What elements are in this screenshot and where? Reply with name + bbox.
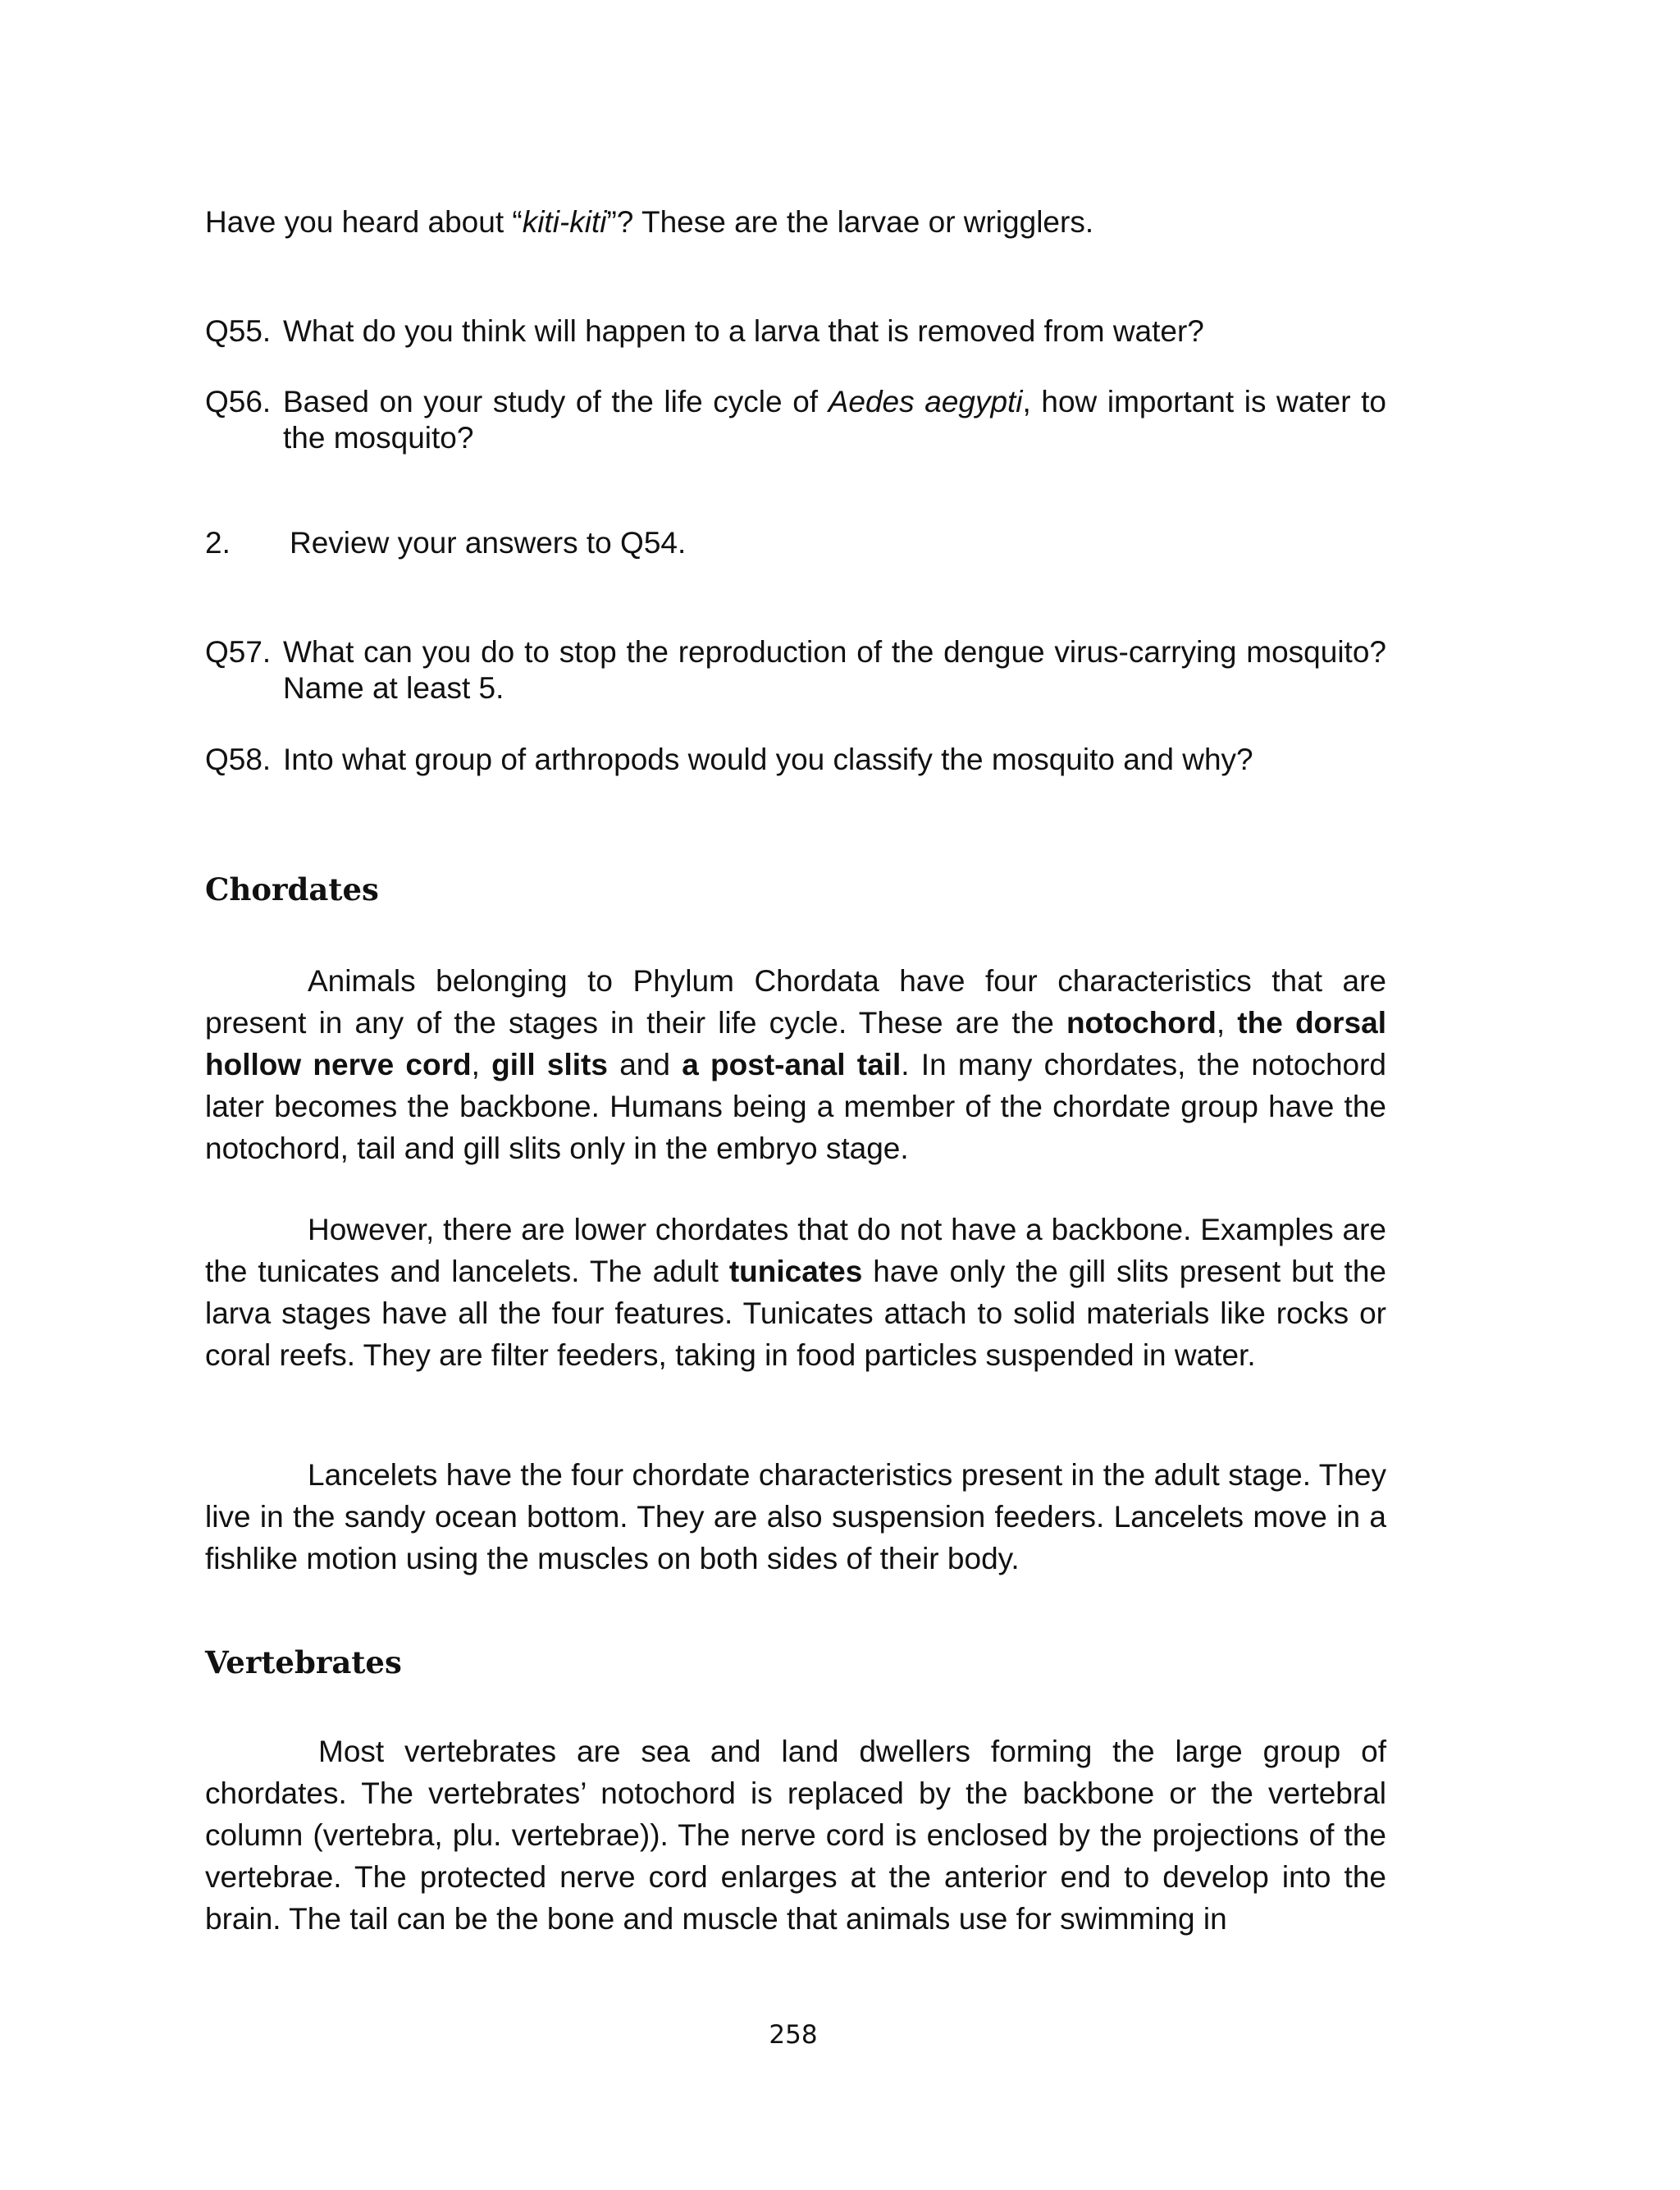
chordates-paragraph-3: Lancelets have the four chordate characteristics present in the adult stage. They live in the sandy ocean bottom. They are also suspension feeders. Lancelets move in a fishlike motion using the muscles on both sides of their body.: [205, 1458, 1386, 1575]
q56-text-start: Based on your study of the life cycle of: [283, 385, 829, 418]
chordates-heading: Chordates: [205, 871, 379, 908]
chordates-paragraph-1: [205, 960, 1386, 1169]
term-dorsal-nerve-cord: the dorsal hollow nerve cord: [205, 1006, 1386, 1081]
q55-text: What do you think will happen to a larva that is removed from water?: [283, 314, 1204, 348]
intro-text-end: ”? These are the larvae or wrigglers.: [606, 205, 1094, 239]
chordates-p1-text-5: . In many chordates, the notochord later becomes the backbone. Humans being a member of the chordate group have the notochord, tail and gill slits only in the embryo stage.: [205, 1048, 1386, 1165]
intro-term: kiti-kiti: [522, 205, 607, 239]
vertebrates-heading: Vertebrates: [205, 1644, 402, 1680]
chordates-p2-text-1: However, there are lower chordates that do not have a backbone. Examples are the tunicates and lancelets. The adult: [205, 1213, 1386, 1288]
chordates-paragraph-2: [205, 1209, 1386, 1376]
q57-text: What can you do to stop the reproduction of the dengue virus-carrying mosquito? Name at least 5.: [283, 635, 1386, 705]
q56-text: [283, 384, 1386, 456]
q55-label: Q55.: [205, 314, 272, 348]
step-2-number: 2.: [205, 526, 231, 560]
chordates-p2-text-2: have only the gill slits present but the larva stages have all the four features. Tunicates attach to solid materials like rocks or coral reefs. They are filter feeders, taking in food particles suspended in water.: [205, 1255, 1386, 1372]
term-notochord: notochord: [1066, 1006, 1217, 1040]
step-2-text: Review your answers to Q54.: [290, 526, 687, 560]
intro-paragraph: [205, 201, 1386, 243]
chordates-p1-text-2: ,: [1216, 1006, 1238, 1040]
page-number: 258: [769, 2020, 818, 2050]
term-post-anal-tail: a post-anal tail: [682, 1048, 902, 1081]
term-tunicates: tunicates: [728, 1255, 863, 1288]
q56-text-end: , how important is water to the mosquito?: [283, 385, 1386, 455]
vertebrates-paragraph-1: Most vertebrates are sea and land dwellers forming the large group of chordates. The vertebrates’ notochord is replaced by the backbone or the vertebral column (vertebra, plu. vertebrae)). The nerve cord is enclosed by the projections of the vertebrae. The protected nerve cord enlarges at the anterior end to develop into the brain. The tail can be the bone and muscle that animals use for swimming in: [205, 1735, 1386, 1936]
q56-species: Aedes aegypti: [828, 385, 1023, 418]
q58-label: Q58.: [205, 743, 272, 776]
term-gill-slits: gill slits: [491, 1048, 608, 1081]
q58-text: Into what group of arthropods would you classify the mosquito and why?: [283, 743, 1253, 776]
intro-text-start: Have you heard about “: [205, 205, 523, 239]
chordates-p1-text-4: and: [607, 1048, 682, 1081]
chordates-p1-text-3: ,: [471, 1048, 492, 1081]
q57-label: Q57.: [205, 635, 272, 669]
q56-label: Q56.: [205, 385, 272, 418]
chordates-p1-text-1: Animals belonging to Phylum Chordata have four characteristics that are present in any of the stages in their life cycle. These are the: [205, 964, 1386, 1040]
